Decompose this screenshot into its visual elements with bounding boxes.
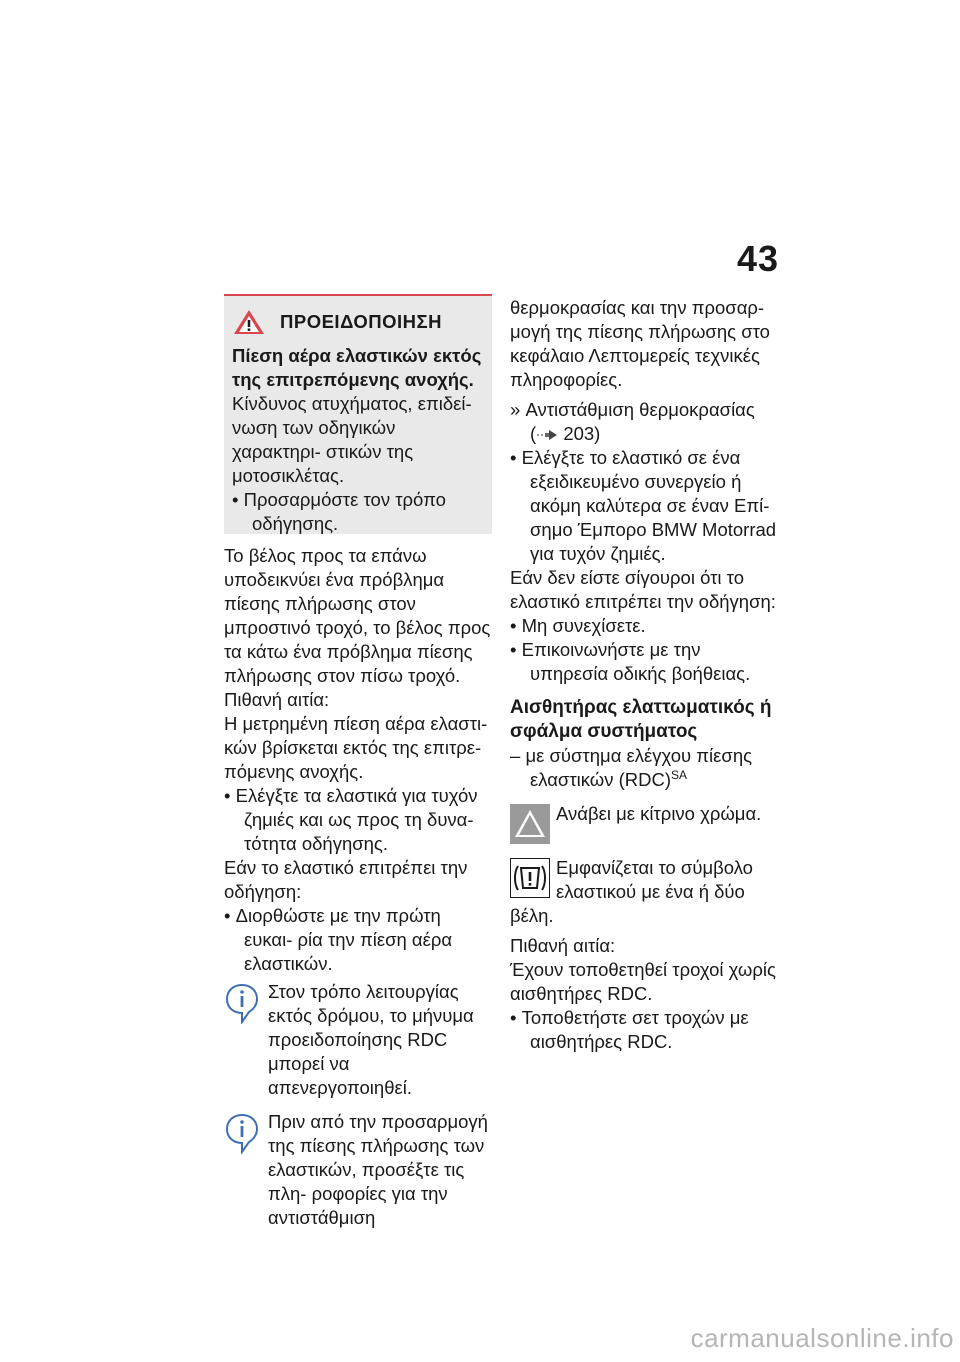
reference-page[interactable]: 203) — [563, 423, 601, 444]
warning-header — [232, 308, 486, 336]
info-note-2 — [224, 1110, 492, 1230]
right-bullet-2: • Μη συνεχίσετε. — [510, 615, 646, 636]
page-number: 43 — [736, 238, 779, 279]
warning-triangle-icon — [232, 308, 266, 336]
lamp-1-text: Ανάβει με κίτρινο χρώμα. — [556, 803, 762, 824]
lamp-row-2 — [510, 856, 778, 928]
reference-bracket: ( — [530, 423, 537, 444]
page-reference-arrow-icon — [536, 429, 558, 441]
left-bullet-2: • Διορθώστε με την πρώτη ευκαι- ρία την πίεση αέρα ελαστικών. — [224, 905, 453, 974]
right-column — [510, 296, 778, 1054]
right-paragraph-2: Εάν δεν είστε σίγουροι ότι το ελαστικό επιτρέπει την οδήγηση: — [510, 567, 776, 612]
info-note-1-text: Στον τρόπο λειτουργίας εκτός δρόμου, το μήνυμα προειδοποίησης RDC μπορεί να απενεργοποιηθεί. — [268, 981, 474, 1098]
reference-marker: » — [510, 399, 521, 420]
lamp-2-text: Εμφανίζεται το σύμβολο ελαστικού με ένα ή δύο βέλη. — [510, 857, 753, 926]
right-cause-text: Έχουν τοποθετηθεί τροχοί χωρίς αισθητήρες RDC. — [510, 959, 776, 1004]
sa-superscript: SA — [671, 767, 688, 782]
dash-item: – με σύστημα ελέγχου πίεσης ελαστικών (RDC)$^{SA}$ — [510, 745, 753, 790]
warning-title: Πίεση αέρα ελαστικών εκτός της επιτρεπόμενης ανοχής. — [232, 345, 482, 390]
info-note-1 — [224, 980, 492, 1100]
warning-body: Κίνδυνος ατυχήματος, επιδεί- νωση των οδηγικών χαρακτηρι- στικών της μοτοσικλέτας. — [232, 393, 472, 486]
left-column — [224, 544, 492, 1230]
right-cause-label: Πιθανή αιτία: — [510, 935, 616, 956]
info-note-2-text: Πριν από την προσαρμογή της πίεσης πλήρωσης των ελαστικών, προσέξτε τις πλη- ροφορίες για την αντιστάθμιση — [268, 1111, 488, 1228]
right-bullet-3: • Επικοινωνήστε με την υπηρεσία οδικής βοήθειας. — [510, 639, 751, 684]
left-cause-label: Πιθανή αιτία: — [224, 689, 330, 710]
general-warning-lamp-icon — [510, 804, 550, 844]
left-paragraph-1: Το βέλος προς τα επάνω υποδεικνύει ένα πρόβλημα πίεσης πλήρωσης στον μπροστινό τροχό, το βέλος προς τα κάτω ένα πρόβλημα πίεσης πλήρωσης στον πίσω τροχό. — [224, 545, 491, 686]
right-bullet-4: • Τοποθετήστε σετ τροχών με αισθητήρες RDC. — [510, 1007, 749, 1052]
left-paragraph-2: Εάν το ελαστικό επιτρέπει την οδήγηση: — [224, 857, 468, 902]
reference-text: Αντιστάθμιση θερμοκρασίας — [525, 399, 755, 420]
tyre-pressure-icon — [510, 858, 550, 898]
warning-heading: ΠΡΟΕΙΔΟΠΟΙΗΣΗ — [280, 311, 442, 332]
left-cause-text: Η μετρημένη πίεση αέρα ελαστι- κών βρίσκεται εκτός της επιτρε- πόμενης ανοχής. — [224, 713, 488, 782]
lamp-row-1 — [510, 802, 778, 844]
cross-reference — [510, 398, 778, 446]
warning-bullet: • Προσαρμόστε τον τρόπο οδήγησης. — [232, 489, 446, 534]
left-bullet-1: • Ελέγξτε τα ελαστικά για τυχόν ζημιές και ως προς τη δυνα- τότητα οδήγησης. — [224, 785, 478, 854]
watermark: carmanualsonline.info — [690, 1323, 954, 1353]
info-icon — [224, 982, 260, 1024]
warning-box — [224, 294, 492, 534]
info-icon — [224, 1112, 260, 1154]
right-paragraph-1: θερμοκρασίας και την προσαρ- μογή της πίεσης πλήρωσης στο κεφάλαιο Λεπτομερείς τεχνικές πληροφορίες. — [510, 297, 770, 390]
right-bullet-1: • Ελέγξτε το ελαστικό σε ένα εξειδικευμένο συνεργείο ή ακόμη καλύτερα σε έναν Επί- σημο Έμπορο BMW Motorrad για τυχόν ζημιές. — [510, 447, 777, 564]
section-subheading: Αισθητήρας ελαττωματικός ή σφάλμα συστήματος — [510, 697, 772, 742]
